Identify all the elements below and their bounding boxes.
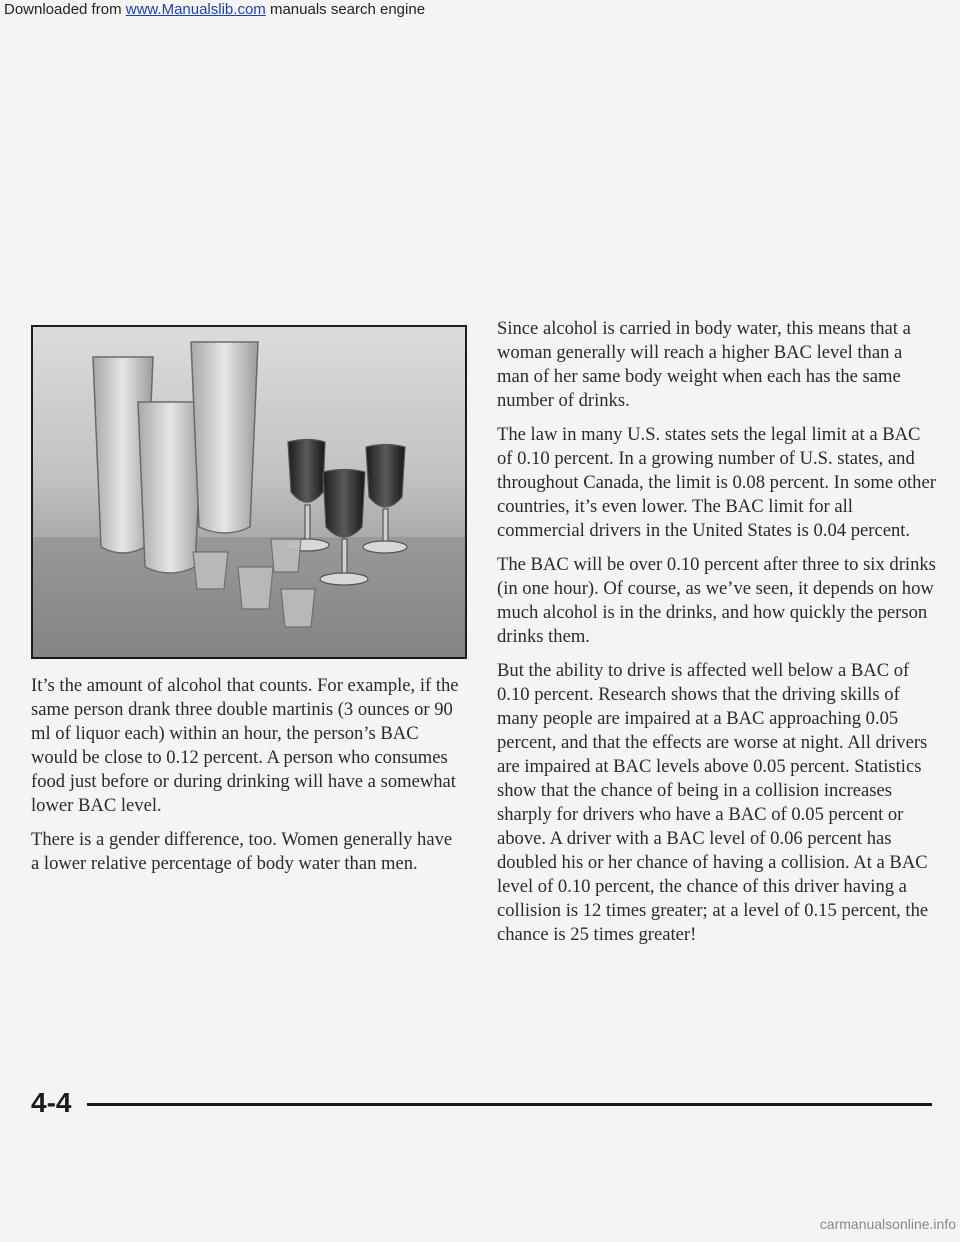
page-number: 4-4	[31, 1087, 72, 1118]
paragraph: The BAC will be over 0.10 percent after three to six drinks (in one hour). Of course, as we’ve seen, it depends on how much alcohol is in the drinks, and how quickly the person drinks them.	[497, 554, 936, 647]
header-suffix: manuals search engine	[265, 1, 426, 18]
paragraph: There is a gender difference, too. Women generally have a lower relative percentage of body water than men.	[31, 829, 453, 874]
paragraph: It’s the amount of alcohol that counts. For example, if the same person drank three double martinis (3 ounces or 90 ml of liquor each) within an hour, the person’s BAC would be close to 0.12 percent. A person who consumes food just before or during drinking will have a somewhat lower BAC level.	[31, 675, 459, 816]
left-column	[31, 674, 465, 886]
download-header	[0, 0, 960, 22]
paragraph: The law in many U.S. states sets the legal limit at a BAC of 0.10 percent. In a growing number of U.S. states, and throughout Canada, the limit is 0.08 percent. In some other countries, it’s even lower. The BAC limit for all commercial drivers in the United States is 0.04 percent.	[497, 424, 936, 541]
paragraph: Since alcohol is carried in body water, this means that a woman generally will reach a higher BAC level than a man of her same body weight when each has the same number of drinks.	[497, 318, 911, 411]
drinks-photo	[31, 325, 467, 659]
manualslib-link[interactable]: www.Manualslib.com	[125, 1, 266, 18]
glasses-photo-icon	[33, 327, 465, 657]
watermark: carmanualsonline.info	[819, 1216, 956, 1232]
page-footer	[31, 1087, 931, 1127]
paragraph: But the ability to drive is affected well below a BAC of 0.10 percent. Research shows that the driving skills of many people are impaired at a BAC approaching 0.05 percent, and that the effects are worse at night. All drivers are impaired at BAC levels above 0.05 percent. Statistics show that the chance of being in a collision increases sharply for drivers who have a BAC of 0.05 percent or above. A driver with a BAC level of 0.06 percent has doubled his or her chance of having a collision. At a BAC level of 0.10 percent, the chance of this driver having a collision is 12 times greater; at a level of 0.15 percent, the chance is 25 times greater!	[497, 660, 929, 945]
header-prefix: Downloaded from	[4, 1, 126, 18]
footer-rule	[87, 1103, 932, 1106]
right-column	[497, 317, 937, 957]
